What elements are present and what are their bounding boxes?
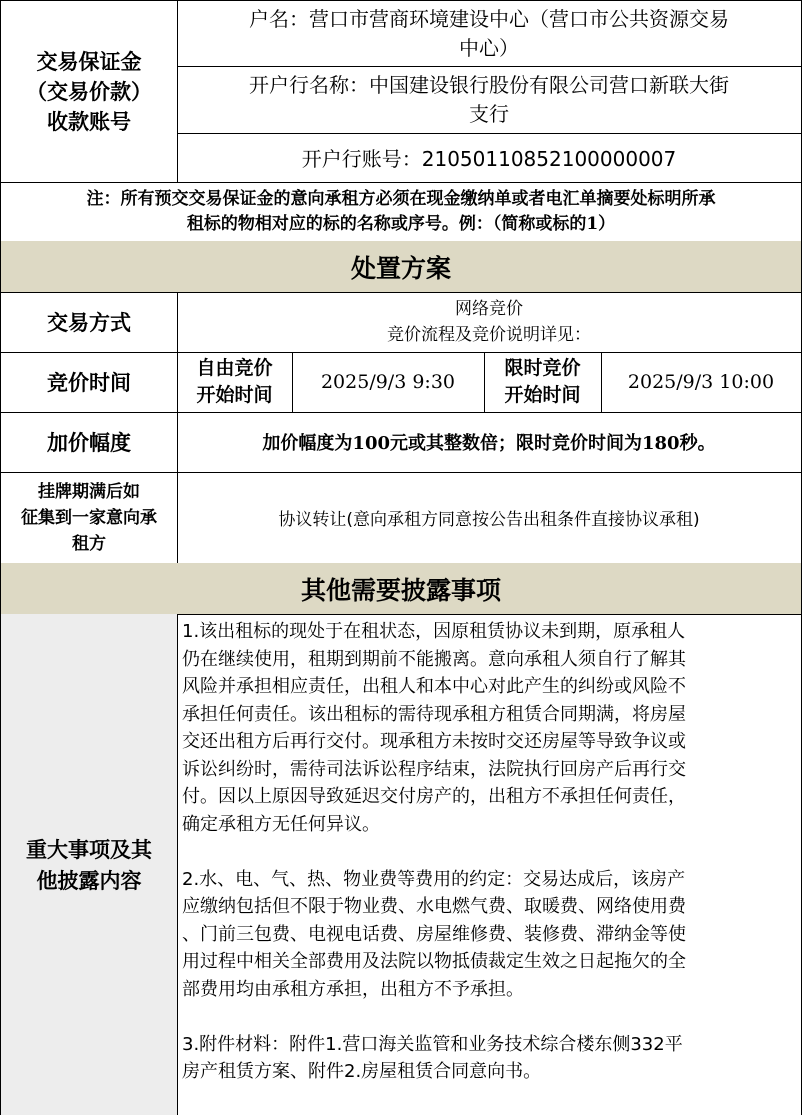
bank-name-cell bbox=[177, 66, 802, 134]
method-label: 交易方式 bbox=[47, 310, 131, 335]
free-bid-label-line: 自由竞价 bbox=[196, 357, 273, 379]
note-line1: 注：所有预交交易保证金的意向承租方必须在现金缴纳单或者电汇单摘要处标明所承 bbox=[86, 188, 716, 209]
increment-label: 加价幅度 bbox=[47, 430, 131, 455]
disclosure-text bbox=[182, 618, 801, 1086]
method-note: 竞价流程及竞价说明详见： bbox=[387, 325, 591, 345]
method-value: 网络竞价 bbox=[455, 299, 523, 319]
account-name-cell bbox=[177, 0, 802, 67]
disclosure-line bbox=[182, 1003, 801, 1031]
disclosure-line: 2.水、电、气、热、物业费等费用的约定：交易达成后，该房产 bbox=[182, 868, 686, 890]
disclosure-label-line: 重大事项及其 bbox=[26, 836, 152, 862]
disclosure-line: 1.该出租标的现处于在租状态，因原租赁协议未到期，原承租人 bbox=[182, 621, 686, 642]
note-cell bbox=[0, 182, 802, 242]
disclosure-line: 部费用均由承租方承担，出租方不予承担。 bbox=[182, 978, 524, 1000]
increment-value: 加价幅度为100元或其整数倍；限时竞价时间为180秒。 bbox=[262, 433, 716, 454]
account-label-line: 交易保证金 bbox=[36, 48, 142, 74]
note-line2: 租标的物相对应的标的名称或序号。例：（简称或标的1） bbox=[186, 213, 616, 234]
disclosure-line: 风险并承担相应责任，出租人和本中心对此产生的纠纷或风险不 bbox=[182, 676, 686, 697]
limited-bid-time-cell bbox=[601, 352, 802, 413]
account-label-line: 收款账号 bbox=[47, 108, 131, 134]
disclosure-label-line: 他披露内容 bbox=[36, 867, 142, 893]
free-bid-time: 2025/9/3 9:30 bbox=[320, 371, 456, 393]
disposal-section-title: 处置方案 bbox=[350, 253, 451, 283]
disclosure-line: 确定承租方无任何异议。 bbox=[182, 813, 380, 835]
limited-bid-label-line: 开始时间 bbox=[504, 384, 581, 406]
disclosure-line: 承担任何责任。该出租标的需待现承租方租赁合同期满，将房屋 bbox=[182, 703, 686, 725]
single-applicant-label-cell bbox=[0, 472, 178, 564]
disclosure-line bbox=[182, 838, 801, 866]
free-bid-label-line: 开始时间 bbox=[196, 384, 273, 406]
free-bid-label-cell bbox=[177, 352, 293, 413]
method-label-cell bbox=[0, 292, 178, 353]
single-applicant-label-line: 征集到一家意向承 bbox=[21, 507, 157, 528]
bank-name-line2: 支行 bbox=[469, 101, 509, 126]
account-name-line1: 户名：营口市营商环境建设中心（营口市公共资源交易 bbox=[249, 6, 729, 31]
disclosure-section-header bbox=[0, 563, 802, 615]
account-name-line2: 中心） bbox=[459, 35, 519, 60]
method-value-cell bbox=[177, 292, 802, 353]
single-applicant-label-line: 挂牌期满后如 bbox=[38, 481, 140, 502]
disclosure-line: 诉讼纠纷时，需待司法诉讼程序结束，法院执行回房产后再行交 bbox=[182, 758, 686, 780]
disposal-section-header bbox=[0, 241, 802, 293]
disclosure-line: 3.附件材料：附件1.营口海关监管和业务技术综合楼东侧332平 bbox=[182, 1033, 683, 1055]
single-applicant-value: 协议转让(意向承租方同意按公告出租条件直接协议承租) bbox=[278, 510, 700, 530]
disclosure-content-cell bbox=[177, 614, 802, 1115]
limited-bid-label-line: 限时竞价 bbox=[504, 357, 581, 379]
free-bid-time-cell bbox=[292, 352, 485, 413]
account-number-cell bbox=[177, 133, 802, 183]
increment-label-cell bbox=[0, 412, 178, 473]
disclosure-label-cell bbox=[0, 614, 178, 1115]
time-label-cell bbox=[0, 352, 178, 413]
account-label-line: （交易价款） bbox=[26, 78, 152, 104]
disclosure-section-title: 其他需要披露事项 bbox=[300, 575, 501, 605]
increment-value-cell bbox=[177, 412, 802, 473]
limited-bid-time: 2025/9/3 10:00 bbox=[627, 371, 775, 393]
disclosure-line: 房产租赁方案、附件2.房屋租赁合同意向书。 bbox=[182, 1061, 542, 1082]
bank-name-line1: 开户行名称：中国建设银行股份有限公司营口新联大街 bbox=[249, 72, 729, 97]
account-label bbox=[0, 0, 178, 183]
time-label: 竞价时间 bbox=[47, 370, 131, 395]
disclosure-line: 、门前三包费、电视电话费、房屋维修费、装修费、滞纳金等使 bbox=[182, 923, 686, 945]
single-applicant-value-cell bbox=[177, 472, 802, 564]
disclosure-line: 交还出租方后再行交付。现承租方未按时交还房屋等导致争议或 bbox=[182, 731, 686, 752]
disclosure-line: 用过程中相关全部费用及法院以物抵债裁定生效之日起拖欠的全 bbox=[182, 951, 686, 972]
disclosure-line: 仍在继续使用，租期到期前不能搬离。意向承租人须自行了解其 bbox=[182, 648, 686, 670]
disclosure-line: 应缴纳包括但不限于物业费、水电燃气费、取暖费、网络使用费 bbox=[182, 896, 686, 917]
single-applicant-label-line: 租方 bbox=[72, 533, 106, 554]
account-number: 开户行账号：21050110852100000007 bbox=[301, 147, 677, 171]
limited-bid-label-cell bbox=[484, 352, 602, 413]
disclosure-line: 付。因以上原因导致延迟交付房产的，出租方不承担任何责任， bbox=[182, 786, 686, 807]
